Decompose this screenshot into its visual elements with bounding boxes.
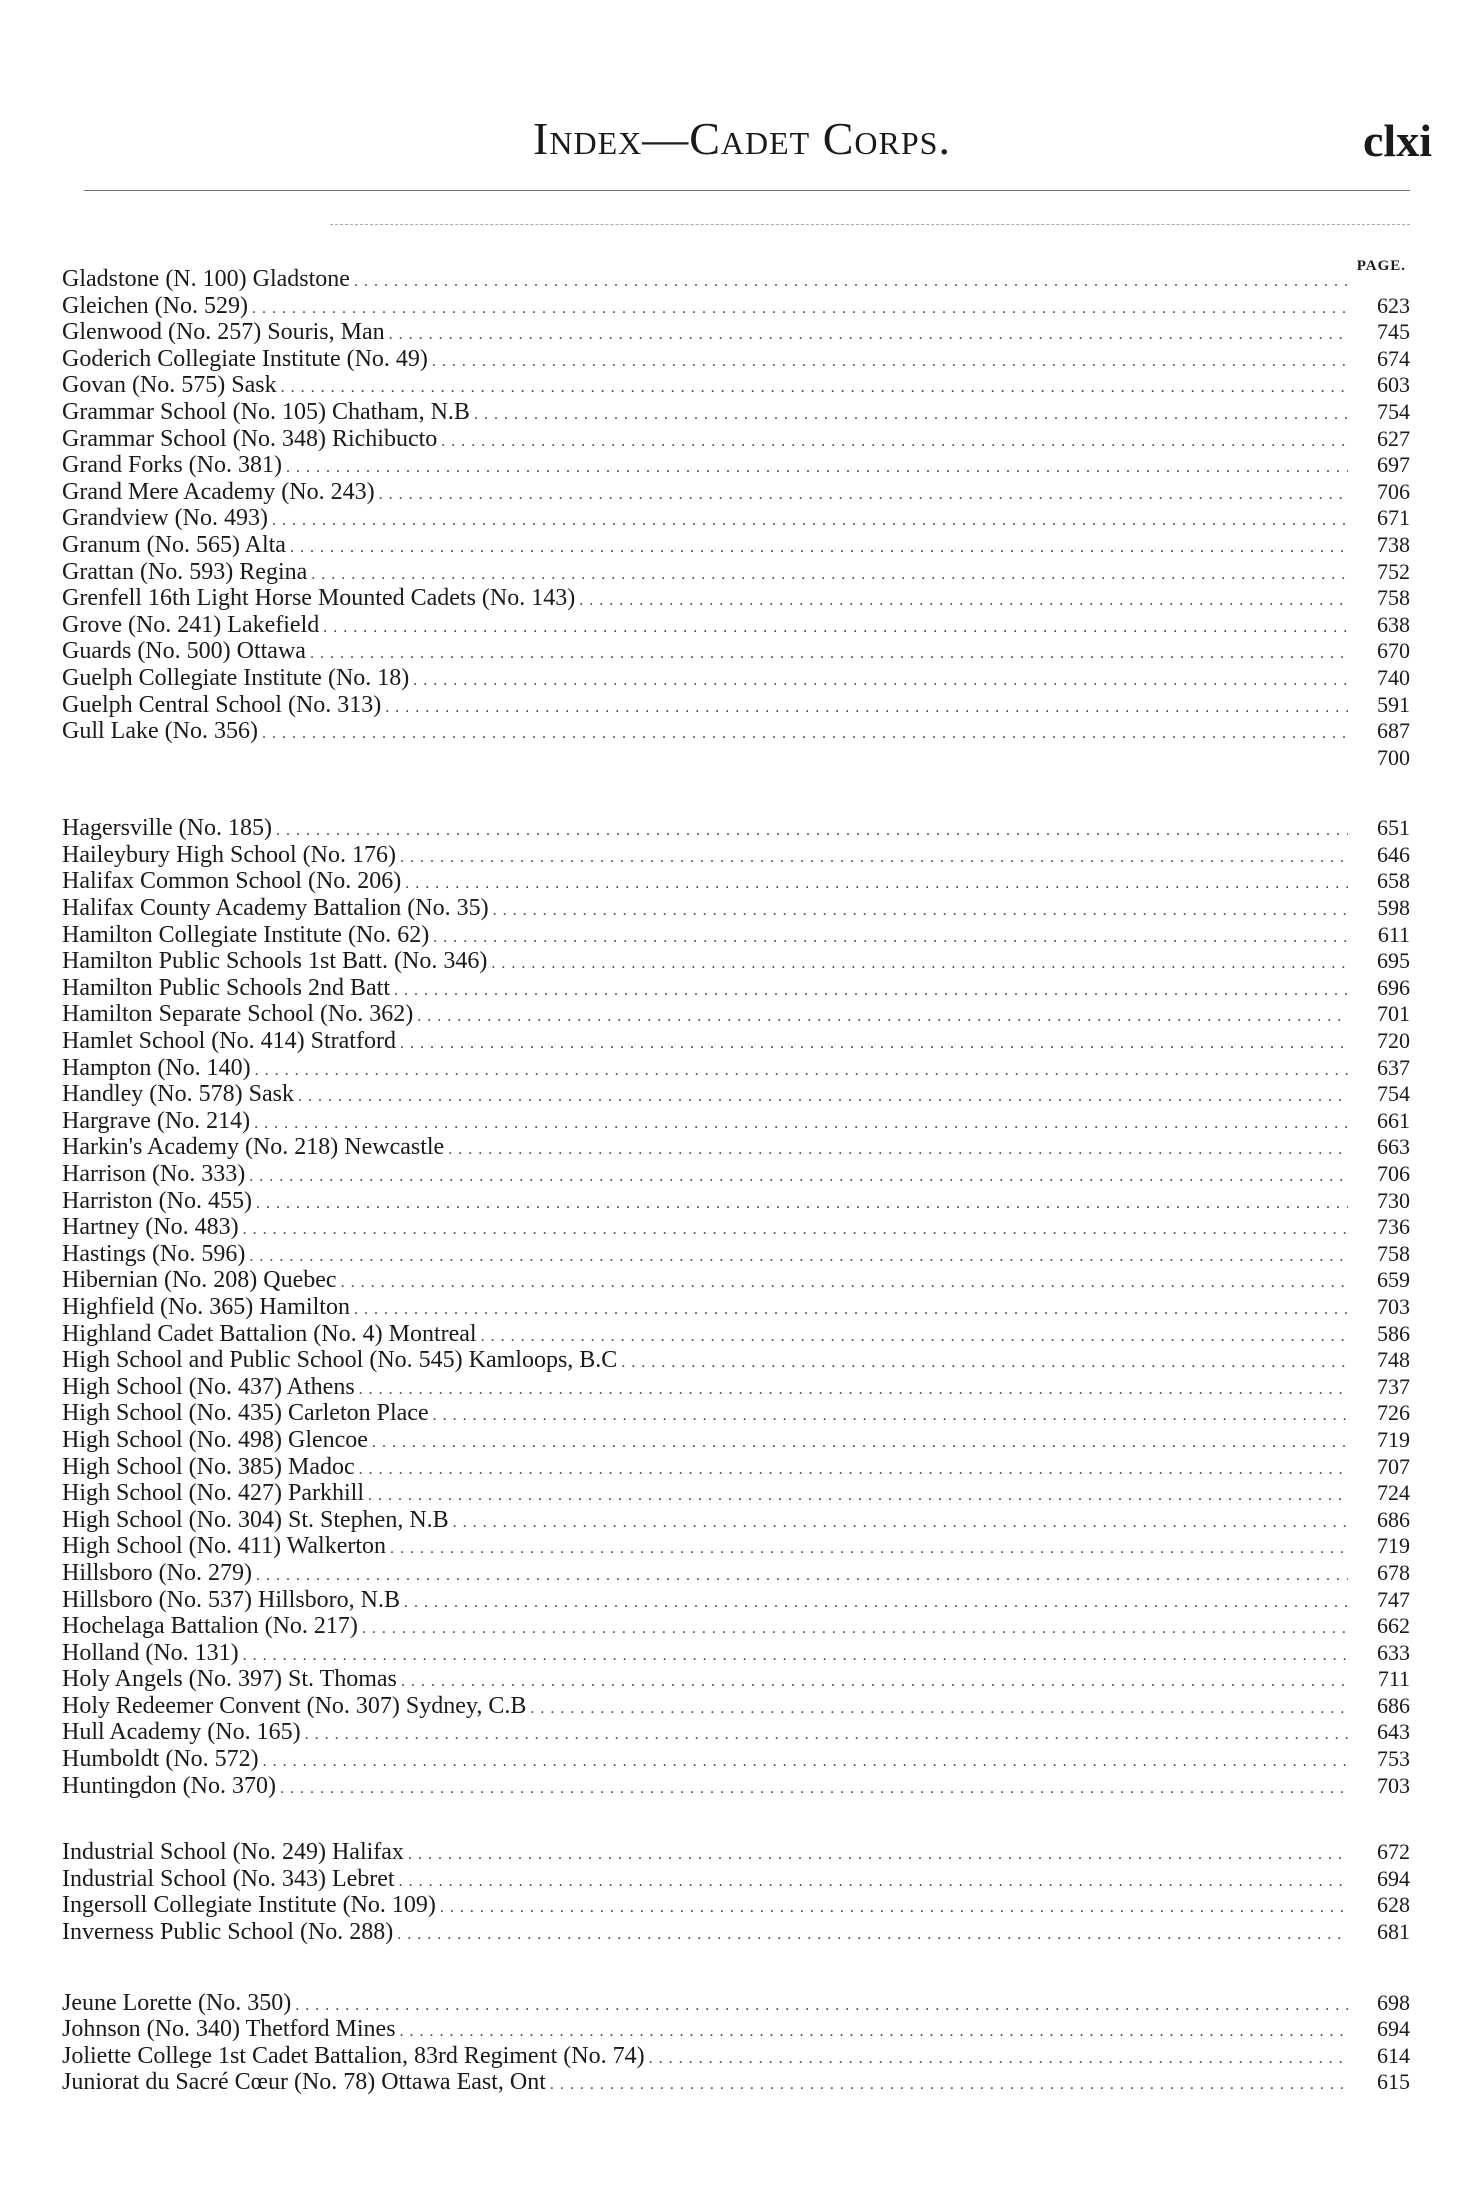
entry-page: 696 bbox=[1377, 974, 1410, 1000]
entry-name: Inverness Public School (No. 288) bbox=[62, 1919, 394, 1946]
entry-name: Grammar School (No. 348) Richibucto bbox=[62, 425, 438, 452]
leader-dots bbox=[385, 692, 1348, 719]
index-entry bbox=[62, 479, 1410, 506]
entry-page: 740 bbox=[1377, 664, 1410, 690]
index-entry bbox=[62, 1321, 1410, 1348]
leader-dots bbox=[621, 1347, 1348, 1374]
entry-name: High School and Public School (No. 545) Kamloops, B.C bbox=[62, 1347, 618, 1374]
entry-name: Holland (No. 131) bbox=[62, 1639, 239, 1666]
entry-name: Handley (No. 578) Sask bbox=[62, 1081, 294, 1108]
leader-dots bbox=[481, 1321, 1348, 1348]
entry-name: Industrial School (No. 249) Halifax bbox=[62, 1839, 404, 1866]
entry-page: 671 bbox=[1377, 505, 1410, 531]
index-entry bbox=[62, 1507, 1410, 1534]
entry-name: Johnson (No. 340) Thetford Mines bbox=[62, 2016, 396, 2043]
index-entry bbox=[62, 1480, 1410, 1507]
index-entry bbox=[62, 293, 1410, 320]
entry-name: Huntingdon (No. 370) bbox=[62, 1772, 276, 1799]
entry-name: Jeune Lorette (No. 350) bbox=[62, 1989, 292, 2016]
entry-name: Gladstone (N. 100) Gladstone bbox=[62, 266, 350, 292]
entry-page: 661 bbox=[1377, 1107, 1410, 1133]
index-entry bbox=[62, 2043, 1410, 2070]
entry-name: Hillsboro (No. 279) bbox=[62, 1559, 252, 1586]
entry-page: 659 bbox=[1377, 1267, 1410, 1293]
index-entry bbox=[62, 1746, 1410, 1773]
entry-page: 706 bbox=[1377, 478, 1410, 504]
index-entry bbox=[62, 1533, 1410, 1560]
index-entry bbox=[62, 1214, 1410, 1241]
leader-dots bbox=[249, 1241, 1348, 1268]
entry-page: 633 bbox=[1377, 1639, 1410, 1665]
entry-page: 758 bbox=[1377, 1240, 1410, 1266]
entry-page: 701 bbox=[1377, 1001, 1410, 1027]
index-entry bbox=[62, 1134, 1410, 1161]
entry-name: Hibernian (No. 208) Quebec bbox=[62, 1267, 337, 1294]
entry-page: 754 bbox=[1377, 1081, 1410, 1107]
index-entry bbox=[62, 1241, 1410, 1268]
leader-dots bbox=[256, 1560, 1348, 1587]
leader-dots bbox=[390, 1533, 1348, 1560]
entry-page: 752 bbox=[1377, 558, 1410, 584]
leader-dots bbox=[433, 922, 1348, 949]
index-entry bbox=[62, 2069, 1410, 2096]
leader-dots bbox=[440, 1892, 1348, 1919]
trailing-page-number: 700 bbox=[1377, 744, 1410, 770]
leader-dots bbox=[405, 868, 1348, 895]
index-entry bbox=[62, 1294, 1410, 1321]
index-entry bbox=[62, 346, 1410, 373]
leader-dots bbox=[389, 319, 1348, 346]
leader-dots bbox=[408, 1839, 1348, 1866]
entry-page: 646 bbox=[1377, 841, 1410, 867]
leader-dots bbox=[474, 399, 1348, 426]
leader-dots bbox=[404, 1587, 1348, 1614]
entry-name: High School (No. 498) Glencoe bbox=[62, 1426, 368, 1453]
leader-dots bbox=[550, 2069, 1348, 2096]
entry-name: Hartney (No. 483) bbox=[62, 1214, 239, 1241]
index-entry bbox=[62, 922, 1410, 949]
index-entry bbox=[62, 1374, 1410, 1401]
entry-page: 674 bbox=[1377, 345, 1410, 371]
index-entry bbox=[62, 1454, 1410, 1481]
leader-dots bbox=[295, 1990, 1348, 2017]
entry-name: Hastings (No. 596) bbox=[62, 1240, 246, 1267]
entry-page: 738 bbox=[1377, 531, 1410, 557]
leader-dots bbox=[417, 1001, 1348, 1028]
entry-page: 711 bbox=[1377, 1666, 1410, 1692]
entry-page: 747 bbox=[1377, 1586, 1410, 1612]
leader-dots bbox=[262, 718, 1348, 745]
entry-name: High School (No. 435) Carleton Place bbox=[62, 1400, 429, 1427]
entry-name: Hampton (No. 140) bbox=[62, 1054, 251, 1081]
index-entry bbox=[62, 505, 1410, 532]
leader-dots bbox=[272, 505, 1348, 532]
index-entry bbox=[62, 1613, 1410, 1640]
leader-dots bbox=[579, 585, 1348, 612]
leader-dots bbox=[441, 426, 1348, 453]
entry-name: Highfield (No. 365) Hamilton bbox=[62, 1293, 350, 1320]
entry-page: 623 bbox=[1377, 292, 1410, 318]
leader-dots bbox=[310, 638, 1348, 665]
index-group bbox=[62, 1990, 1410, 2096]
entry-name: Harkin's Academy (No. 218) Newcastle bbox=[62, 1134, 445, 1161]
entry-name: Guelph Collegiate Institute (No. 18) bbox=[62, 664, 410, 691]
entry-name: Holy Redeemer Convent (No. 307) Sydney, C.B bbox=[62, 1692, 527, 1719]
entry-name: Grand Mere Academy (No. 243) bbox=[62, 478, 375, 505]
entry-name: Hagersville (No. 185) bbox=[62, 815, 272, 842]
index-entry bbox=[62, 266, 1410, 293]
leader-dots bbox=[323, 612, 1348, 639]
entry-name: High School (No. 385) Madoc bbox=[62, 1453, 355, 1480]
entry-name: Grand Forks (No. 381) bbox=[62, 452, 282, 479]
entry-page: 719 bbox=[1377, 1426, 1410, 1452]
entry-name: Grenfell 16th Light Horse Mounted Cadets (No. 143) bbox=[62, 585, 576, 612]
index-entry bbox=[62, 1866, 1410, 1893]
leader-dots bbox=[379, 479, 1348, 506]
index-entries bbox=[62, 266, 1410, 2096]
leader-dots bbox=[491, 948, 1348, 975]
leader-dots bbox=[432, 346, 1348, 373]
entry-page: 681 bbox=[1377, 1919, 1410, 1945]
leader-dots bbox=[354, 1294, 1348, 1321]
leader-dots bbox=[354, 266, 1348, 293]
entry-page: 737 bbox=[1377, 1373, 1410, 1399]
leader-dots bbox=[413, 665, 1348, 692]
entry-name: Halifax Common School (No. 206) bbox=[62, 868, 402, 895]
entry-page: 706 bbox=[1377, 1161, 1410, 1186]
entry-page: 697 bbox=[1377, 452, 1410, 478]
entry-name: Grattan (No. 593) Regina bbox=[62, 558, 308, 585]
leader-dots bbox=[362, 1613, 1348, 1640]
index-entry bbox=[62, 1055, 1410, 1082]
entry-name: Grandview (No. 493) bbox=[62, 505, 268, 532]
index-entry bbox=[62, 372, 1410, 399]
entry-page: 598 bbox=[1377, 895, 1410, 921]
entry-name: Hargrave (No. 214) bbox=[62, 1107, 251, 1134]
entry-page: 695 bbox=[1377, 948, 1410, 974]
leader-dots bbox=[399, 1866, 1348, 1893]
leader-dots bbox=[400, 2016, 1348, 2043]
entry-name: Gull Lake (No. 356) bbox=[62, 718, 258, 745]
entry-page: 627 bbox=[1377, 425, 1410, 451]
entry-page: 678 bbox=[1377, 1559, 1410, 1585]
entry-page: 687 bbox=[1377, 718, 1410, 744]
leader-dots bbox=[401, 1666, 1348, 1693]
leader-dots bbox=[311, 559, 1348, 586]
entry-name: Goderich Collegiate Institute (No. 49) bbox=[62, 345, 428, 372]
index-entry bbox=[62, 1427, 1410, 1454]
index-entry bbox=[62, 1347, 1410, 1374]
leader-dots bbox=[394, 975, 1348, 1002]
index-entry bbox=[62, 319, 1410, 346]
index-entry bbox=[62, 638, 1410, 665]
entry-page: 651 bbox=[1377, 815, 1410, 841]
entry-name: Glenwood (No. 257) Souris, Man bbox=[62, 319, 385, 346]
entry-name: Gleichen (No. 529) bbox=[62, 292, 248, 319]
entry-page: 603 bbox=[1377, 372, 1410, 398]
entry-page: 707 bbox=[1377, 1453, 1410, 1479]
entry-page: 719 bbox=[1377, 1533, 1410, 1559]
index-entry bbox=[62, 399, 1410, 426]
index-entry bbox=[62, 452, 1410, 479]
index-entry bbox=[62, 559, 1410, 586]
leader-dots bbox=[341, 1267, 1348, 1294]
index-entry bbox=[62, 1028, 1410, 1055]
leader-dots bbox=[276, 815, 1348, 842]
leader-dots bbox=[530, 1693, 1348, 1720]
entry-name: Guards (No. 500) Ottawa bbox=[62, 638, 306, 665]
entry-name: Hamilton Public Schools 1st Batt. (No. 346) bbox=[62, 948, 488, 975]
leader-dots bbox=[298, 1081, 1348, 1108]
index-entry bbox=[62, 692, 1410, 719]
index-entry bbox=[62, 815, 1410, 842]
entry-page: 758 bbox=[1377, 585, 1410, 611]
entry-name: Guelph Central School (No. 313) bbox=[62, 691, 382, 718]
entry-page: 703 bbox=[1377, 1772, 1410, 1798]
leader-dots bbox=[249, 1161, 1348, 1188]
entry-name: Hamilton Separate School (No. 362) bbox=[62, 1001, 414, 1028]
entry-name: Grove (No. 241) Lakefield bbox=[62, 611, 320, 638]
entry-name: Joliette College 1st Cadet Battalion, 83rd Regiment (No. 74) bbox=[62, 2042, 645, 2069]
leader-dots bbox=[252, 293, 1348, 320]
index-entry bbox=[62, 868, 1410, 895]
index-entry bbox=[62, 948, 1410, 975]
leader-dots bbox=[280, 1773, 1348, 1800]
entry-name: Harriston (No. 455) bbox=[62, 1187, 252, 1214]
entry-page: 745 bbox=[1377, 319, 1410, 345]
index-entry bbox=[62, 1719, 1410, 1746]
leader-dots bbox=[254, 1108, 1348, 1135]
index-entry bbox=[62, 1560, 1410, 1587]
leader-dots bbox=[255, 1055, 1348, 1082]
group-spacer bbox=[62, 771, 1410, 815]
index-entry bbox=[62, 718, 1410, 745]
header-rule-secondary bbox=[330, 224, 1410, 225]
leader-dots bbox=[359, 1454, 1348, 1481]
page-header bbox=[0, 112, 1484, 172]
entry-name: Highland Cadet Battalion (No. 4) Montreal bbox=[62, 1320, 477, 1347]
entry-page: 614 bbox=[1377, 2042, 1410, 2068]
entry-name: High School (No. 304) St. Stephen, N.B bbox=[62, 1506, 449, 1533]
entry-name: Granum (No. 565) Alta bbox=[62, 531, 286, 558]
entry-name: Hamlet School (No. 414) Stratford bbox=[62, 1028, 396, 1055]
entry-name: Humboldt (No. 572) bbox=[62, 1746, 259, 1773]
entry-name: Juniorat du Sacré Cœur (No. 78) Ottawa East, Ont bbox=[62, 2069, 546, 2096]
entry-page: 753 bbox=[1377, 1746, 1410, 1772]
entry-name: High School (No. 411) Walkerton bbox=[62, 1533, 387, 1560]
index-entry bbox=[62, 1773, 1410, 1800]
leader-dots bbox=[372, 1427, 1348, 1454]
entry-name: Halifax County Academy Battalion (No. 35) bbox=[62, 895, 489, 922]
page-number: clxi bbox=[1363, 115, 1432, 166]
entry-page: 637 bbox=[1377, 1054, 1410, 1080]
entry-page: 754 bbox=[1377, 398, 1410, 424]
index-entry bbox=[62, 585, 1410, 612]
index-entry bbox=[62, 1161, 1410, 1188]
entry-page: 694 bbox=[1377, 1865, 1410, 1891]
leader-dots bbox=[649, 2043, 1348, 2070]
leader-dots bbox=[493, 895, 1348, 922]
entry-name: High School (No. 437) Athens bbox=[62, 1373, 355, 1400]
entry-name: Hillsboro (No. 537) Hillsboro, N.B bbox=[62, 1586, 400, 1613]
index-entry bbox=[62, 975, 1410, 1002]
entry-page: 638 bbox=[1377, 611, 1410, 637]
entry-page: 628 bbox=[1377, 1892, 1410, 1918]
entry-page: 703 bbox=[1377, 1293, 1410, 1319]
index-entry bbox=[62, 1267, 1410, 1294]
entry-page: 643 bbox=[1377, 1719, 1410, 1745]
index-entry bbox=[62, 1839, 1410, 1866]
page-title: Index—Cadet Corps. bbox=[533, 113, 951, 164]
entry-page: 736 bbox=[1377, 1214, 1410, 1240]
leader-dots bbox=[256, 1188, 1348, 1215]
index-entry bbox=[62, 2016, 1410, 2043]
entry-page: 670 bbox=[1377, 638, 1410, 664]
entry-name: Hull Academy (No. 165) bbox=[62, 1719, 301, 1746]
entry-page: 748 bbox=[1377, 1347, 1410, 1373]
leader-dots bbox=[243, 1640, 1348, 1667]
entry-page: 724 bbox=[1377, 1480, 1410, 1506]
leader-dots bbox=[263, 1746, 1348, 1773]
index-entry bbox=[62, 1640, 1410, 1667]
leader-dots bbox=[397, 1919, 1348, 1946]
entry-page: 615 bbox=[1377, 2069, 1410, 2095]
index-entry bbox=[62, 1892, 1410, 1919]
leader-dots bbox=[453, 1507, 1348, 1534]
entry-name: Govan (No. 575) Sask bbox=[62, 372, 277, 399]
group-spacer bbox=[62, 1799, 1410, 1839]
entry-page: 694 bbox=[1377, 2016, 1410, 2042]
leader-dots bbox=[400, 842, 1348, 869]
index-group bbox=[62, 815, 1410, 1799]
index-entry bbox=[62, 895, 1410, 922]
leader-dots bbox=[433, 1400, 1348, 1427]
index-entry bbox=[62, 842, 1410, 869]
entry-page: 591 bbox=[1377, 691, 1410, 717]
entry-name: Grammar School (No. 105) Chatham, N.B bbox=[62, 398, 470, 425]
entry-page: 726 bbox=[1377, 1400, 1410, 1426]
index-entry bbox=[62, 612, 1410, 639]
entry-page: 686 bbox=[1377, 1692, 1410, 1718]
entry-page: 720 bbox=[1377, 1028, 1410, 1054]
index-entry bbox=[62, 532, 1410, 559]
entry-name: High School (No. 427) Parkhill bbox=[62, 1480, 364, 1507]
entry-page: 730 bbox=[1377, 1187, 1410, 1213]
entry-page: 686 bbox=[1377, 1506, 1410, 1532]
index-entry bbox=[62, 1666, 1410, 1693]
entry-page: 662 bbox=[1377, 1613, 1410, 1639]
index-entry bbox=[62, 1400, 1410, 1427]
group-spacer bbox=[62, 1946, 1410, 1990]
index-entry bbox=[62, 1001, 1410, 1028]
leader-dots bbox=[290, 532, 1348, 559]
entry-name: Haileybury High School (No. 176) bbox=[62, 841, 396, 868]
index-entry bbox=[62, 1108, 1410, 1135]
index-entry bbox=[62, 1693, 1410, 1720]
leader-dots bbox=[243, 1214, 1348, 1241]
entry-name: Hamilton Collegiate Institute (No. 62) bbox=[62, 921, 430, 948]
index-group bbox=[62, 266, 1410, 771]
leader-dots bbox=[368, 1480, 1348, 1507]
entry-page: 672 bbox=[1377, 1839, 1410, 1865]
leader-dots bbox=[448, 1134, 1348, 1161]
page-column-label: PAGE. bbox=[1356, 258, 1406, 274]
leader-dots bbox=[359, 1374, 1348, 1401]
index-entry bbox=[62, 1188, 1410, 1215]
index-entry bbox=[62, 1919, 1410, 1946]
entry-name: Industrial School (No. 343) Lebret bbox=[62, 1865, 395, 1892]
entry-name: Ingersoll Collegiate Institute (No. 109) bbox=[62, 1892, 436, 1919]
index-entry bbox=[62, 665, 1410, 692]
entry-page: 586 bbox=[1377, 1320, 1410, 1346]
leader-dots bbox=[400, 1028, 1348, 1055]
entry-name: Harrison (No. 333) bbox=[62, 1161, 246, 1187]
index-entry bbox=[62, 1081, 1410, 1108]
index-group bbox=[62, 1839, 1410, 1945]
entry-page: 611 bbox=[1377, 921, 1410, 947]
entry-page: 658 bbox=[1377, 868, 1410, 894]
entry-name: Hamilton Public Schools 2nd Batt bbox=[62, 974, 390, 1001]
index-entry bbox=[62, 426, 1410, 453]
index-entry bbox=[62, 1990, 1410, 2017]
entry-name: Holy Angels (No. 397) St. Thomas bbox=[62, 1666, 397, 1693]
leader-dots bbox=[305, 1719, 1348, 1746]
header-rule bbox=[84, 190, 1410, 191]
index-entry bbox=[62, 1587, 1410, 1614]
leader-dots bbox=[286, 452, 1348, 479]
entry-name: Hochelaga Battalion (No. 217) bbox=[62, 1613, 358, 1640]
leader-dots bbox=[281, 372, 1348, 399]
entry-page: 663 bbox=[1377, 1134, 1410, 1160]
entry-page: 698 bbox=[1377, 1989, 1410, 2015]
